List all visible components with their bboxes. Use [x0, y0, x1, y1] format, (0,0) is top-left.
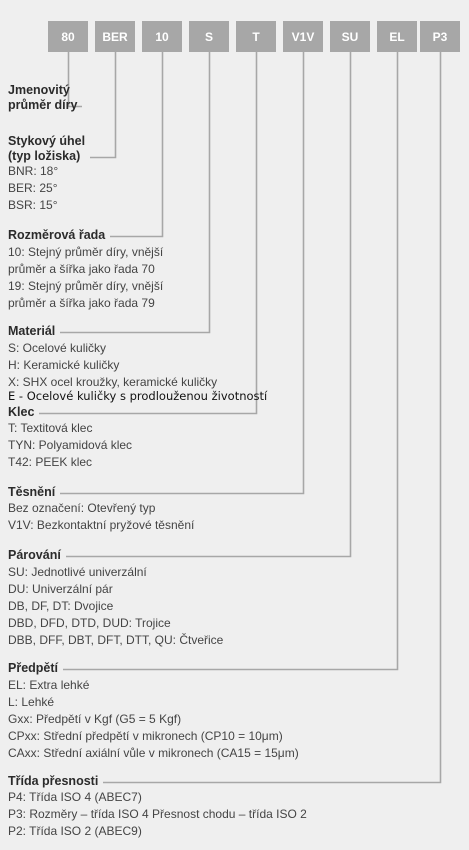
list-item: X: SHX ocel kroužky, keramické kuličky	[8, 375, 218, 389]
heading-cage: Klec	[8, 405, 35, 419]
list-item: P4: Třída ISO 4 (ABEC7)	[8, 790, 142, 804]
list-item: DBB, DFF, DBT, DFT, DTT, QU: Čtveřice	[8, 633, 224, 647]
code-box-preload: EL	[377, 21, 417, 52]
heading-dimension-series: Rozměrová řada	[8, 228, 106, 242]
code-box-seal: V1V	[283, 21, 323, 52]
list-item: BNR: 18°	[8, 164, 59, 178]
list-item: CPxx: Střední předpětí v mikronech (CP10 = 10μm)	[8, 729, 283, 743]
list-item: DBD, DFD, DTD, DUD: Trojice	[8, 616, 171, 630]
list-item: DU: Univerzální pár	[8, 582, 113, 596]
list-item: TYN: Polyamidová klec	[8, 438, 133, 452]
list-item: H: Keramické kuličky	[8, 358, 120, 372]
list-item: průměr a šířka jako řada 70	[8, 262, 155, 276]
heading-seal: Těsnění	[8, 485, 56, 499]
list-item: SU: Jednotlivé univerzální	[8, 565, 147, 579]
list-item: T42: PEEK klec	[8, 455, 93, 469]
heading-bore-diameter: Jmenovitý průměr díry	[8, 83, 78, 112]
list-item: EL: Extra lehké	[8, 678, 90, 692]
list-item: P3: Rozměry – třída ISO 4 Přesnost chodu – třída ISO 2	[8, 807, 307, 821]
code-box-material: S	[189, 21, 229, 52]
list-item: CAxx: Střední axiální vůle v mikronech (CA15 = 15μm)	[8, 746, 299, 760]
list-item: 10: Stejný průměr díry, vnější	[8, 245, 164, 259]
heading-precision-class: Třída přesnosti	[8, 774, 99, 788]
list-item: DB, DF, DT: Dvojice	[8, 599, 114, 613]
list-item: BER: 25°	[8, 181, 58, 195]
code-box-bore: 80	[48, 21, 88, 52]
list-item: Gxx: Předpětí v Kgf (G5 = 5 Kgf)	[8, 712, 182, 726]
code-box-contact-angle: BER	[95, 21, 135, 52]
connector-line	[90, 52, 116, 158]
heading-material: Materiál	[8, 324, 56, 338]
list-item: S: Ocelové kuličky	[8, 341, 107, 355]
list-item: V1V: Bezkontaktní pryžové těsnění	[8, 518, 195, 532]
code-box-dimension-series: 10	[142, 21, 182, 52]
code-box-precision: P3	[420, 21, 460, 52]
list-item: T: Textitová klec	[8, 421, 93, 435]
heading-pairing: Párování	[8, 548, 61, 562]
list-item: P2: Třída ISO 2 (ABEC9)	[8, 824, 142, 838]
list-item: E - Ocelové kuličky s prodlouženou životností	[8, 389, 268, 403]
heading-contact-angle: Stykový úhel (typ ložiska)	[8, 134, 86, 163]
heading-preload: Předpětí	[8, 661, 59, 675]
list-item: průměr a šířka jako řada 79	[8, 296, 155, 310]
connector-line	[110, 52, 163, 237]
connector-line	[103, 52, 441, 783]
list-item: L: Lehké	[8, 695, 55, 709]
list-item: 19: Stejný průměr díry, vnější	[8, 279, 164, 293]
list-item: BSR: 15°	[8, 198, 58, 212]
list-item: Bez označení: Otevřený typ	[8, 501, 156, 515]
code-box-pairing: SU	[330, 21, 370, 52]
code-box-cage: T	[236, 21, 276, 52]
